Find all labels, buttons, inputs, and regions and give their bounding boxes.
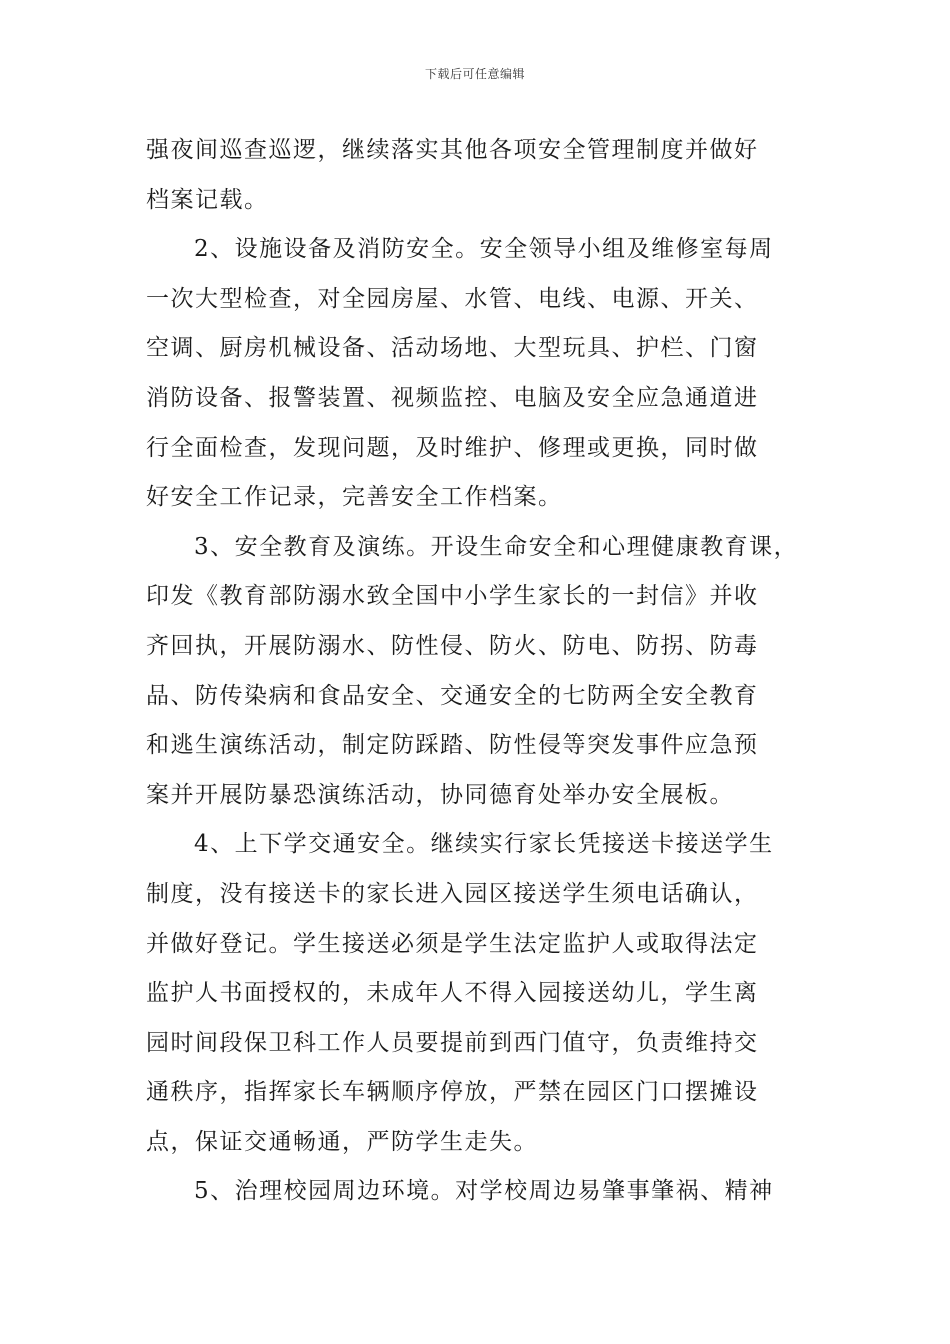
paragraph-first-line: 2、设施设备及消防安全。安全领导小组及维修室每周 — [194, 236, 774, 263]
text-line: 好安全工作记录，完善安全工作档案。 — [146, 484, 563, 511]
text-line: 印发《教育部防溺水致全国中小学生家长的一封信》并收 — [146, 583, 759, 610]
text-line: 并做好登记。学生接送必须是学生法定监护人或取得法定 — [146, 930, 759, 957]
text-line: 园时间段保卫科工作人员要提前到西门值守，负责维持交 — [146, 1029, 759, 1056]
text-line: 消防设备、报警装置、视频监控、电脑及安全应急通道进 — [146, 384, 759, 411]
paragraph-first-line: 3、安全教育及演练。开设生命安全和心理健康教育课， — [194, 533, 799, 560]
text-line: 品、防传染病和食品安全、交通安全的七防两全安全教育 — [146, 682, 759, 709]
page-header: 下载后可任意编辑 — [424, 67, 525, 81]
paragraph-first-line: 5、治理校园周边环境。对学校周边易肇事肇祸、精神 — [194, 1178, 774, 1205]
text-line: 空调、厨房机械设备、活动场地、大型玩具、护栏、门窗 — [146, 335, 759, 362]
paragraph-first-line: 4、上下学交通安全。继续实行家长凭接送卡接送学生 — [194, 831, 774, 858]
text-line: 制度，没有接送卡的家长进入园区接送学生须电话确认， — [146, 880, 759, 907]
text-line: 强夜间巡查巡逻，继续落实其他各项安全管理制度并做好 — [146, 137, 759, 163]
text-line: 和逃生演练活动，制定防踩踏、防性侵等突发事件应急预 — [146, 732, 759, 759]
document-body — [146, 126, 816, 1217]
text-line: 齐回执，开展防溺水、防性侵、防火、防电、防拐、防毒 — [146, 632, 759, 659]
text-line: 通秩序，指挥家长车辆顺序停放，严禁在园区门口摆摊设 — [146, 1079, 759, 1106]
text-line: 案并开展防暴恐演练活动，协同德育处举办安全展板。 — [146, 781, 734, 808]
text-line: 一次大型检查，对全园房屋、水管、电线、电源、开关、 — [146, 285, 759, 312]
text-line: 监护人书面授权的，未成年人不得入园接送幼儿，学生离 — [146, 980, 759, 1007]
text-line: 行全面检查，发现问题，及时维护、修理或更换，同时做 — [146, 434, 759, 461]
text-line: 点，保证交通畅通，严防学生走失。 — [146, 1128, 538, 1155]
text-line: 档案记载。 — [146, 186, 269, 213]
